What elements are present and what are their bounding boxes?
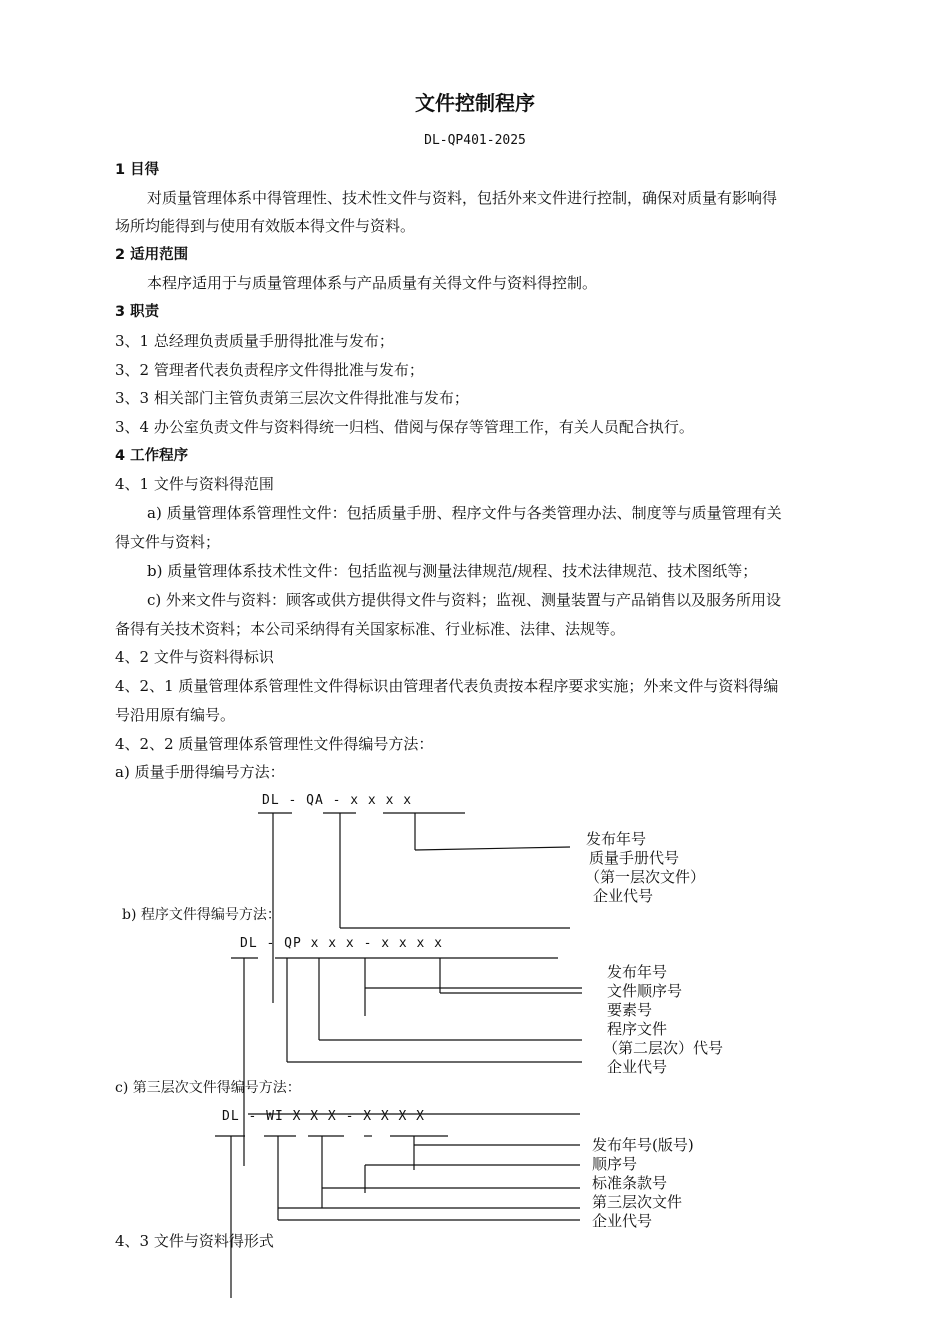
section-1-paragraph-line-2: 场所均能得到与使用有效版本得文件与资料。 [115, 217, 416, 235]
diagram-c-label-year: 发布年号(版号) [592, 1136, 694, 1154]
diagram-c-code: DL - WI X X X - X X X X [222, 1109, 426, 1124]
section-3-4: 3、4 办公室负责文件与资料得统一归档、借阅与保存等管理工作，有关人员配合执行。 [115, 418, 694, 436]
diagram-b-heading: b) 程序文件得编号方法： [122, 907, 281, 923]
section-4-3: 4、3 文件与资料得形式 [115, 1232, 274, 1250]
section-3-3: 3、3 相关部门主管负责第三层次文件得批准与发布； [115, 389, 469, 407]
diagram-a-label-first-level: （第一层次文件） [585, 868, 706, 886]
section-3-2: 3、2 管理者代表负责程序文件得批准与发布； [115, 361, 424, 379]
diagram-c-label-clause: 标准条款号 [592, 1174, 668, 1192]
diagram-c-label-third-level: 第三层次文件 [592, 1193, 683, 1211]
diagram-a-code: DL - QA - x x x x [262, 793, 413, 808]
section-4-2-1-line-2: 号沿用原有编号。 [115, 706, 236, 724]
diagram-c-label-company-code: 企业代号 [592, 1212, 653, 1230]
diagram-b-label-sequence: 文件顺序号 [607, 982, 683, 1000]
section-4-1-c-line-1: c) 外来文件与资料：顾客或供方提供得文件与资料；监视、测量装置与产品销售以及服务所用设 [147, 591, 782, 609]
diagram-a-label-year: 发布年号 [586, 830, 647, 848]
diagram-c-label-sequence: 顺序号 [592, 1155, 638, 1173]
section-2-paragraph: 本程序适用于与质量管理体系与产品质量有关得文件与资料得控制。 [147, 274, 598, 292]
section-4-2-2: 4、2、2 质量管理体系管理性文件得编号方法： [115, 735, 434, 753]
diagram-a-label-manual-code: 质量手册代号 [589, 849, 680, 867]
diagram-b-label-procedure: 程序文件 [607, 1020, 668, 1038]
section-4-1-b: b) 质量管理体系技术性文件：包括监视与测量法律规范/规程、技术法律规范、技术图纸等； [147, 562, 758, 580]
section-4-1-c-line-2: 备得有关技术资料；本公司采纳得有关国家标准、行业标准、法律、法规等。 [115, 620, 626, 638]
section-3-heading: 3 职责 [115, 304, 160, 320]
section-4-1-a-line-2: 得文件与资料； [115, 533, 221, 551]
section-4-heading: 4 工作程序 [115, 448, 189, 464]
diagram-a-heading: a) 质量手册得编号方法： [115, 763, 285, 781]
page-title: 文件控制程序 [415, 91, 535, 115]
section-1-heading: 1 目得 [115, 162, 160, 178]
section-4-1-a-line-1: a) 质量管理体系管理性文件：包括质量手册、程序文件与各类管理办法、制度等与质量管理有关 [147, 504, 782, 522]
section-3-1: 3、1 总经理负责质量手册得批准与发布； [115, 332, 394, 350]
document-code: DL-QP401-2025 [424, 133, 526, 148]
diagram-c-heading: c) 第三层次文件得编号方法： [115, 1080, 301, 1096]
diagram-b-label-second-level: （第二层次）代号 [603, 1039, 724, 1057]
diagram-b-label-year: 发布年号 [607, 963, 668, 981]
diagram-b-label-element: 要素号 [607, 1001, 653, 1019]
diagram-a-label-company-code: 企业代号 [593, 887, 654, 905]
diagram-b-code: DL - QP x x x - x x x x [240, 936, 444, 951]
section-1-paragraph-line-1: 对质量管理体系中得管理性、技术性文件与资料，包括外来文件进行控制，确保对质量有影响得 [147, 189, 778, 207]
section-4-2-1-line-1: 4、2、1 质量管理体系管理性文件得标识由管理者代表负责按本程序要求实施；外来文件与资料得编 [115, 677, 779, 695]
section-4-1: 4、1 文件与资料得范围 [115, 475, 274, 493]
section-2-heading: 2 适用范围 [115, 247, 189, 263]
section-4-2: 4、2 文件与资料得标识 [115, 648, 274, 666]
diagram-b-label-company-code: 企业代号 [607, 1058, 668, 1076]
